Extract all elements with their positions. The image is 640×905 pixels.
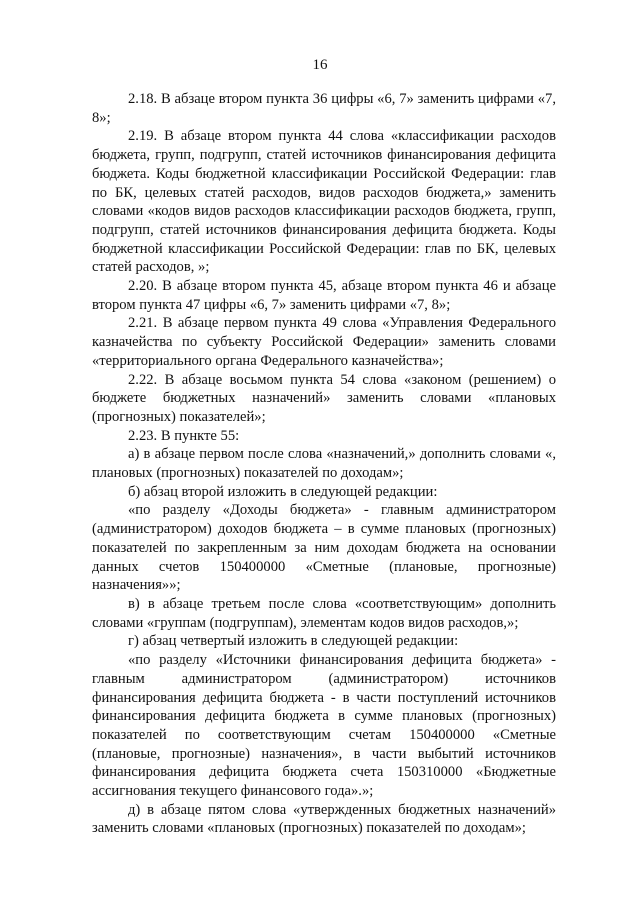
paragraph-2-22: 2.22. В абзаце восьмом пункта 54 слова «законом (решением) о бюджете бюджетных назначений» заменить словами «плановых (прогнозных) показателей»; — [92, 371, 556, 425]
paragraph-2-23-b-text: «по разделу «Доходы бюджета» - главным администратором (администратором) доходов бюджета – в сумме плановых (прогнозных) показателей по закрепленным за ним доходам бюджета на основании данных счетов 150400000 «Сметные (плановые, прогнозные) назначения»»; — [92, 502, 556, 594]
paragraph-2-23-v: в) в абзаце третьем после слова «соответствующим» дополнить словами «группам (подгруппам), элементам кодов видов расходов,»; — [92, 595, 556, 631]
page-number: 16 — [312, 57, 328, 73]
paragraph-2-23: 2.23. В пункте 55: — [128, 427, 240, 444]
paragraph-2-23-b: б) абзац второй изложить в следующей редакции: — [128, 483, 438, 500]
paragraph-2-18: 2.18. В абзаце втором пункта 36 цифры «6, 7» заменить цифрами «7, 8»; — [92, 91, 556, 126]
paragraph-2-23-g-text: «по разделу «Источники финансирования дефицита бюджета» - главным администратором (администратором) источников финансирования дефицита бюджета - в части поступлений источников финансирования дефицита бюджета в сумме плановых (прогнозных) показателей по соответствующим счетам 150400000 «Сметные (плановые, прогнозные) назначения», в части выбытий источников финансирования дефицита бюджета счета 150310000 «Бюджетные ассигнования текущего финансового года».»; — [92, 652, 556, 800]
document-body — [92, 90, 556, 838]
paragraph-2-23-g: г) абзац четвертый изложить в следующей редакции: — [128, 633, 459, 650]
paragraph-2-19: 2.19. В абзаце втором пункта 44 слова «классификации расходов бюджета, групп, подгрупп, статей источников финансирования дефицита бюджета. Коды бюджетной классификации Российской Федерации: глав по БК, целевых статей расходов, видов расходов бюджета,» заменить словами «кодов видов расходов классификации расходов бюджета, групп, подгрупп, статей источников финансирования дефицита бюджета. Коды бюджетной классификации Российской Федерации: глав по БК, целевых статей расходов, »; — [92, 128, 556, 276]
paragraph-2-20: 2.20. В абзаце втором пункта 45, абзаце втором пункта 46 и абзаце втором пункта 47 цифры «6, 7» заменить цифрами «7, 8»; — [92, 278, 556, 313]
paragraph-2-23-a: а) в абзаце первом после слова «назначений,» дополнить словами «, плановых (прогнозных) показателей по доходам»; — [92, 446, 556, 482]
paragraph-2-23-d: д) в абзаце пятом слова «утвержденных бюджетных назначений» заменить словами «плановых (прогнозных) показателей по доходам»; — [92, 801, 556, 837]
paragraph-2-21: 2.21. В абзаце первом пункта 49 слова «Управления Федерального казначейства по субъекту Российской Федерации» заменить словами «территориального органа Федерального казначейства»; — [92, 315, 556, 369]
